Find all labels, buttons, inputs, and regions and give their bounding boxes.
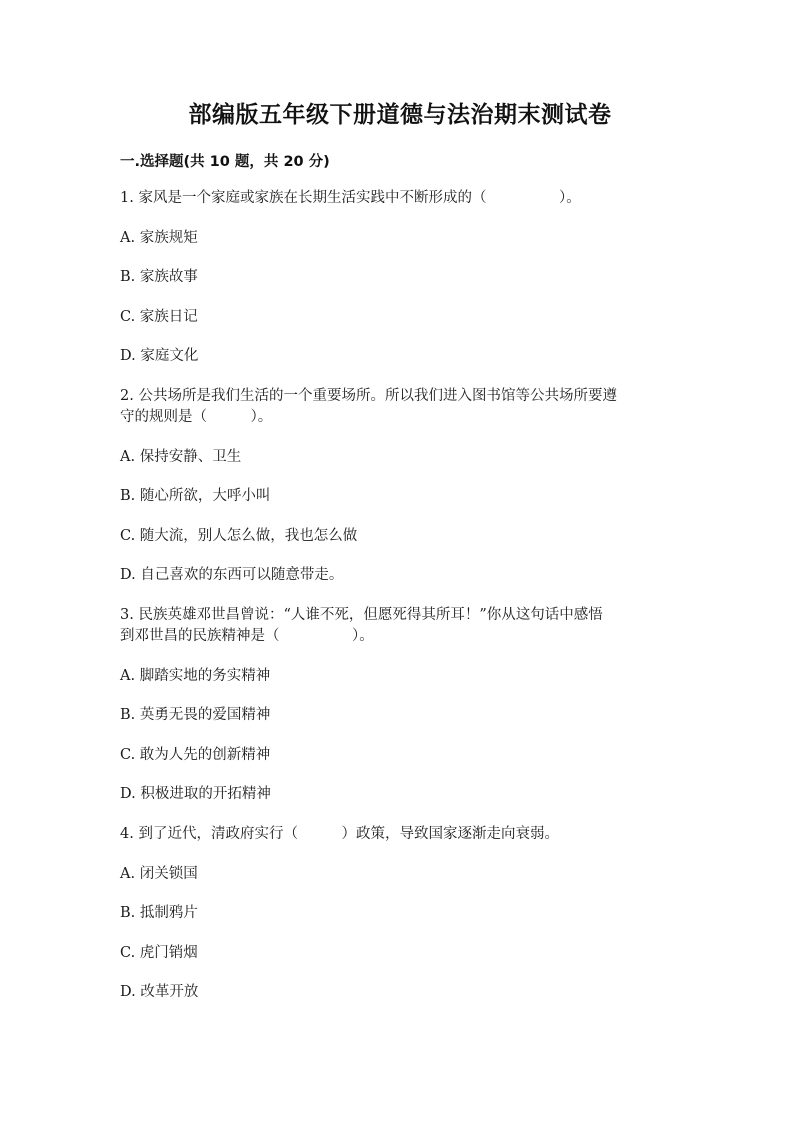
question-1-option-c: C. 家族日记 bbox=[120, 309, 198, 325]
question-3-option-c: C. 敢为人先的创新精神 bbox=[120, 747, 271, 763]
question-1-option-b: B. 家族故事 bbox=[120, 269, 198, 285]
question-3-stem-line-1: 3. 民族英雄邓世昌曾说：“人谁不死，但愿死得其所耳！”你从这句话中感悟 bbox=[120, 607, 603, 623]
question-1-option-a: A. 家族规矩 bbox=[120, 230, 198, 246]
question-2-option-c: C. 随大流，别人怎么做，我也怎么做 bbox=[120, 528, 358, 544]
section-heading: 一.选择题(共 10 题，共 20 分) bbox=[120, 154, 330, 170]
question-4-option-b: B. 抵制鸦片 bbox=[120, 905, 198, 921]
question-4-option-d: D. 改革开放 bbox=[120, 984, 199, 1000]
question-3-stem-line-2: 到邓世昌的民族精神是（ ）。 bbox=[120, 628, 374, 644]
question-2-option-b: B. 随心所欲，大呼小叫 bbox=[120, 488, 271, 504]
question-3-option-b: B. 英勇无畏的爱国精神 bbox=[120, 707, 271, 723]
question-2-option-a: A. 保持安静、卫生 bbox=[120, 449, 242, 465]
question-4-stem-line-1: 4. 到了近代，清政府实行（ ）政策，导致国家逐渐走向衰弱。 bbox=[120, 826, 559, 842]
page-title: 部编版五年级下册道德与法治期末测试卷 bbox=[188, 102, 612, 128]
question-4-option-c: C. 虎门销烟 bbox=[120, 945, 198, 961]
question-4-option-a: A. 闭关锁国 bbox=[120, 866, 198, 882]
question-2-stem-line-1: 2. 公共场所是我们生活的一个重要场所。所以我们进入图书馆等公共场所要遵 bbox=[120, 388, 617, 404]
question-1-option-d: D. 家庭文化 bbox=[120, 348, 199, 364]
question-3-option-d: D. 积极进取的开拓精神 bbox=[120, 786, 271, 802]
question-2-option-d: D. 自己喜欢的东西可以随意带走。 bbox=[120, 567, 344, 583]
question-1-stem-line-1: 1. 家风是一个家庭或家族在长期生活实践中不断形成的（ ）。 bbox=[120, 190, 581, 206]
question-2-stem-line-2: 守的规则是（ ）。 bbox=[120, 409, 273, 425]
question-3-option-a: A. 脚踏实地的务实精神 bbox=[120, 668, 271, 684]
